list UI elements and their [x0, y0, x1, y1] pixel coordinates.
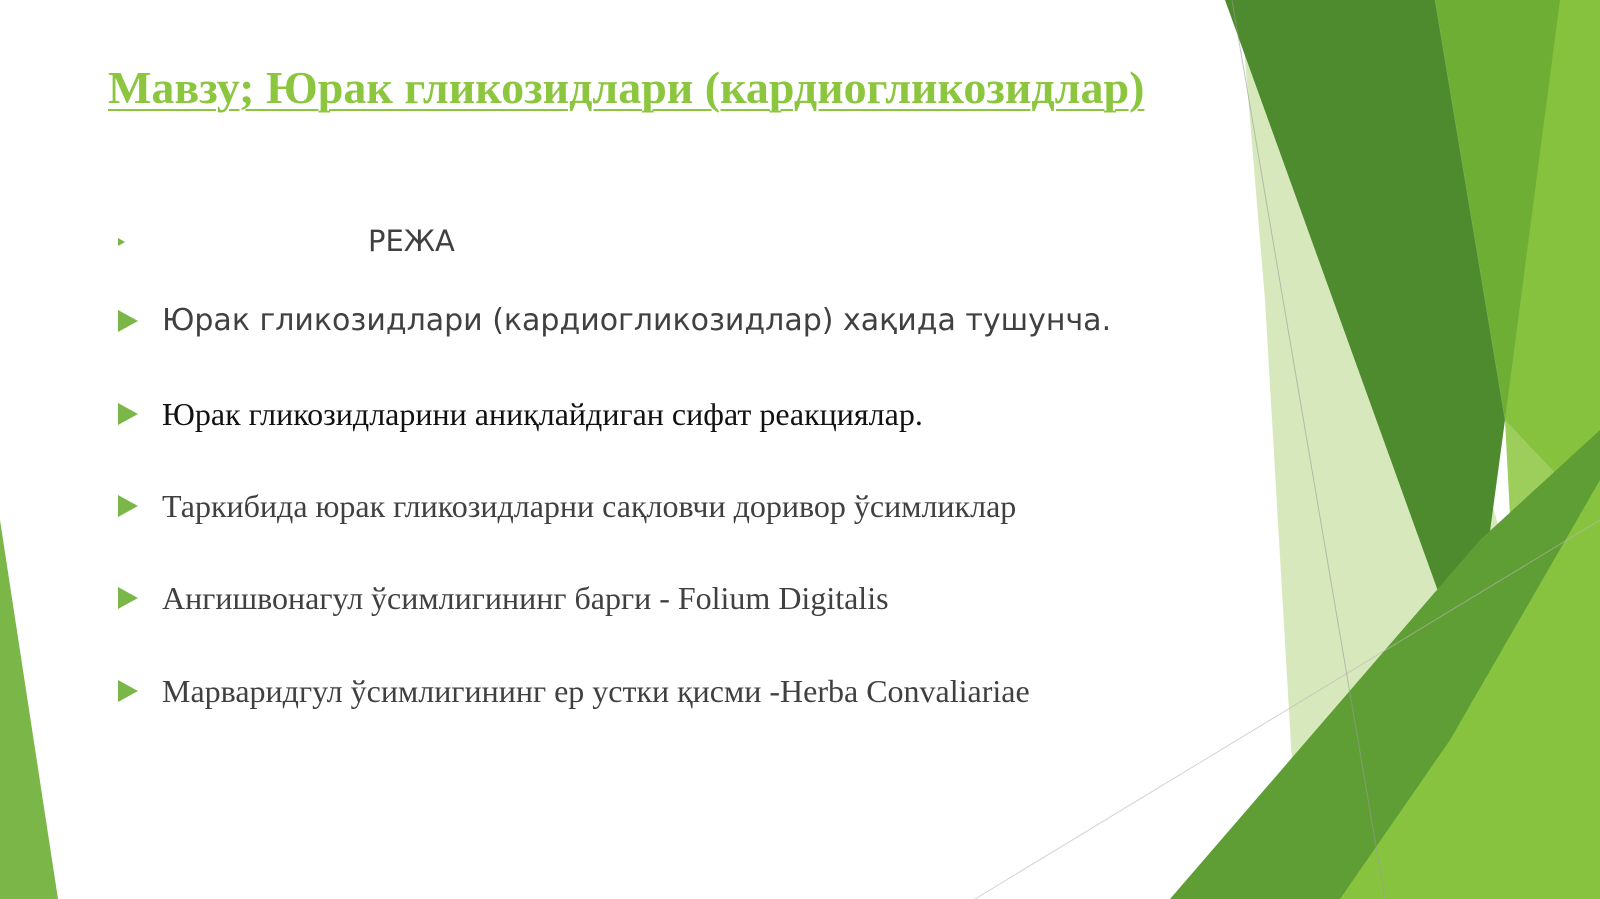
left-green-shape	[0, 520, 58, 899]
plan-label: РЕЖА	[368, 224, 455, 258]
list-item	[118, 389, 1218, 439]
list-item	[118, 573, 1218, 623]
list-item	[118, 481, 1218, 531]
triangle-bullet-icon	[118, 680, 138, 702]
small-bullet-icon	[118, 238, 125, 246]
list-item-text: Ангишвонагул ўсимлигининг барги - Folium Digitalis	[162, 580, 889, 616]
triangle-bullet-icon	[118, 587, 138, 609]
plan-heading-row	[118, 220, 1018, 268]
list-item	[118, 666, 1218, 716]
triangle-bullet-icon	[118, 403, 138, 425]
triangle-bullet-icon	[118, 495, 138, 517]
list-item-text: Юрак гликозидлари (кардиогликозидлар) хақида тушунча.	[162, 303, 1112, 338]
slide-title: Мавзу; Юрак гликозидлари (кардиогликозидлар)	[108, 62, 1145, 113]
list-item-text: Таркибида юрак гликозидларни сақловчи доривор ўсимликлар	[162, 488, 1017, 524]
list-item	[118, 296, 1218, 346]
list-item-text: Марваридгул ўсимлигининг ер устки қисми -Herba Convaliariae	[162, 673, 1030, 709]
list-item-text: Юрак гликозидларини аниқлайдиган сифат реакциялар.	[162, 396, 923, 432]
triangle-bullet-icon	[118, 310, 138, 332]
